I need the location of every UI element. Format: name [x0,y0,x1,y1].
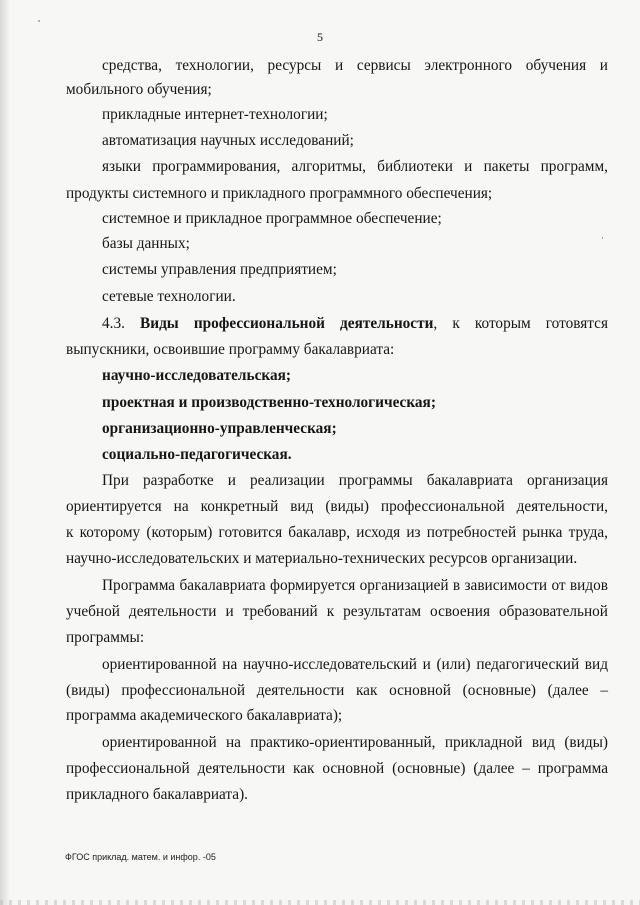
text-line: к которому (которым) готовится бакалавр, исходя из потребностей рынка труда, [66,524,608,541]
text-line: продукты системного и прикладного программного обеспечения; [66,185,493,202]
text-line: ориентируется на конкретный вид (виды) профессиональной деятельности, [66,498,608,515]
text-line: Программа бакалавриата формируется организацией в зависимости от видов [102,577,608,594]
text-line: мобильного обучения; [66,81,212,98]
text-line: научно-исследовательская; [102,367,291,384]
text-line: научно-исследовательских и материально-технических ресурсов организации. [66,550,578,567]
text-line: программы: [66,629,145,646]
text-line: ориентированной на научно-исследовательский и (или) педагогический вид [102,656,608,673]
scan-bottom-edge [0,900,640,905]
text-line: При разработке и реализации программы бакалавриата организация [102,472,608,489]
text-line: автоматизация научных исследований; [102,132,354,149]
text-line: базы данных; [102,235,190,252]
text-line: социально-педагогическая. [102,446,292,463]
text-line: средства, технологии, ресурсы и сервисы электронного обучения и [102,57,608,74]
text-line: прикладные интернет-технологии; [102,106,328,123]
text-line: организационно-управленческая; [102,420,337,437]
text-line: языки программирования, алгоритмы, библиотеки и пакеты программ, [102,158,608,175]
text-line: выпускники, освоившие программу бакалавриата: [66,341,395,358]
text-line: (виды) профессиональной деятельности как основной (основные) (далее – [66,682,608,699]
bold-term: Виды профессиональной деятельности [140,315,434,332]
text-line: профессиональной деятельности как основной (основные) (далее – программа [66,760,608,777]
text-line: учебной деятельности и требований к результатам освоения образовательной [66,603,608,620]
text-line: проектная и производственно-технологическая; [102,394,436,411]
footer-note: ФГОС приклад. матем. и инфор. -05 [65,852,216,862]
text-line: прикладного бакалавриата). [66,786,249,803]
scan-speck [38,20,40,22]
text-line: ориентированной на практико-ориентированный, прикладной вид (виды) [102,734,608,751]
text-line: 4.3. Виды профессиональной деятельности, к которым готовятся [102,315,608,332]
text-line: программа академического бакалавриата); [66,707,343,724]
text-line: системное и прикладное программное обеспечение; [102,210,442,227]
text-line: сетевые технологии. [102,288,236,305]
page-number: 5 [317,30,323,44]
scan-speck [602,237,603,239]
text-line: системы управления предприятием; [102,261,337,278]
scan-edge-shadow [0,0,10,905]
